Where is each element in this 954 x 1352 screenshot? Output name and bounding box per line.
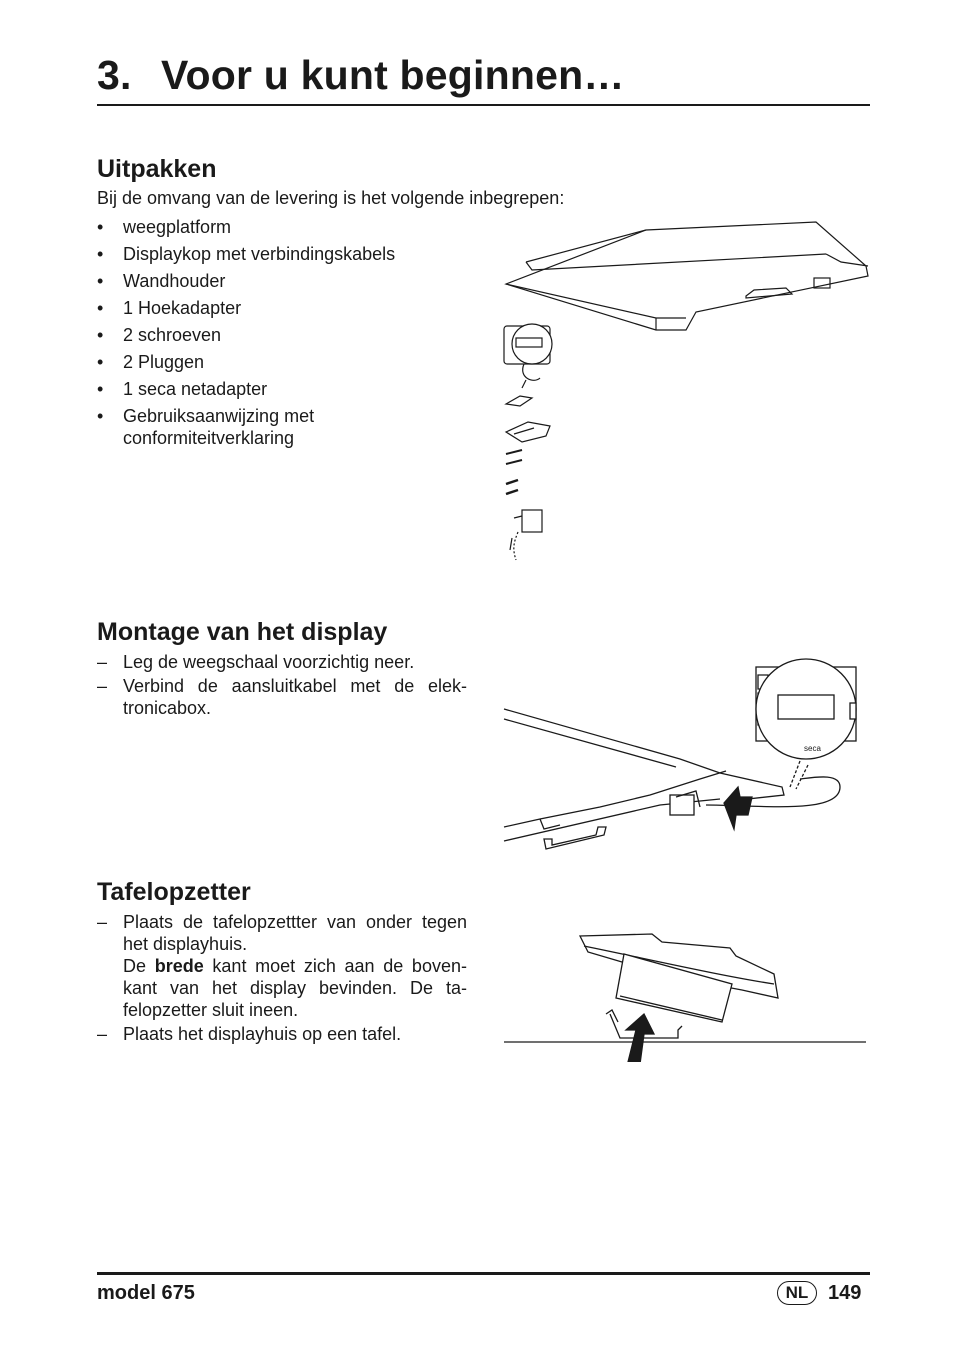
list-item: • 2 schroeven [97, 324, 477, 346]
list-item: • weegplatform [97, 216, 477, 238]
detail-rest: kant moet zich aan de boven-kant van het display bevinden. De ta-felopzetter sluit ineen. [123, 956, 467, 1020]
uitpakken-heading: Uitpakken [97, 155, 217, 183]
chapter-title: Voor u kunt beginnen… [161, 52, 625, 98]
tafel-step1: – Plaats de tafelopzettter van onder tegen het displayhuis. [123, 912, 467, 954]
list-item: • Displaykop met verbindingskabels [97, 243, 477, 265]
contents-list [97, 216, 477, 454]
delivery-contents-illustration [496, 218, 876, 570]
list-item: – Verbind de aansluitkabel met de elek-tronicabox. [97, 675, 467, 719]
uitpakken-intro: Bij de omvang van de levering is het volgende inbegrepen: [97, 188, 565, 208]
list-item: – Plaats het displayhuis op een tafel. [97, 1023, 467, 1045]
list-item: • 1 Hoekadapter [97, 297, 477, 319]
language-badge: NL [777, 1281, 817, 1305]
footer-rule [97, 1272, 870, 1275]
list-item: – Leg de weegschaal voorzichtig neer. [97, 651, 467, 673]
mains-adapter-drawing [510, 510, 542, 560]
screws-drawing [506, 450, 522, 464]
brand-label: seca [804, 744, 821, 753]
corner-adapter-drawing [506, 422, 550, 442]
list-item: • 1 seca netadapter [97, 378, 477, 400]
footer-model: model 675 [97, 1282, 195, 1304]
montage-heading: Montage van het display [97, 618, 388, 646]
tafel-steps [97, 911, 467, 1047]
page-title [97, 52, 625, 99]
list-item: • Wandhouder [97, 270, 477, 292]
page-number: 149 [828, 1282, 862, 1304]
title-rule [97, 104, 870, 106]
chapter-number: 3. [97, 52, 132, 98]
detail-prefix: De [123, 956, 147, 976]
display-head-drawing [504, 324, 552, 388]
wall-holder-drawing [506, 396, 532, 406]
detail-bold: brede [154, 956, 204, 976]
platform-drawing [506, 222, 868, 330]
tafel-step1-detail [123, 955, 467, 1021]
list-item: • Gebruiksaanwijzing met conformiteitverklaring [97, 405, 353, 449]
list-item [97, 911, 467, 1021]
plugs-drawing [506, 480, 518, 494]
display-mounting-illustration [500, 655, 870, 865]
montage-steps [97, 651, 467, 721]
list-item: • 2 Pluggen [97, 351, 477, 373]
table-stand-illustration [502, 926, 872, 1062]
tafel-heading: Tafelopzetter [97, 878, 251, 906]
